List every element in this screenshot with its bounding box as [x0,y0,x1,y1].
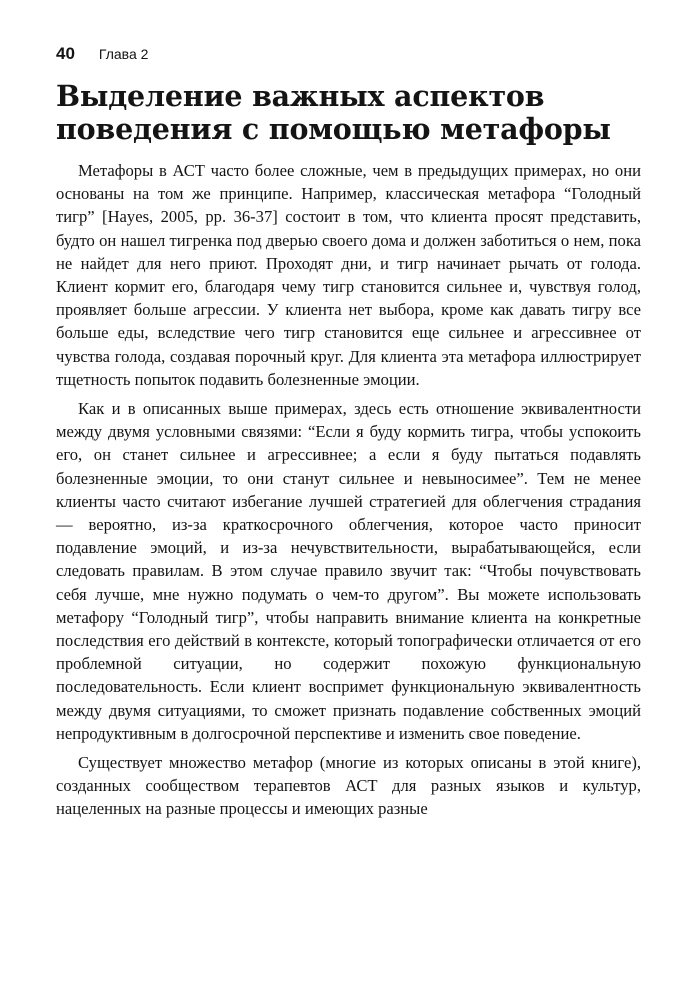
paragraph-2: Как и в описанных выше примерах, здесь есть отношение эквивалентности между двумя условными связями: “Если я буду кормить тигра, чтобы успокоить его, он станет сильнее и агрессивнее; а если я буду пытаться подавлять болезненные эмоции, то они станут сильнее и невыносимее”. Тем не менее клиенты часто считают избегание лучшей стратегией для облегчения страдания — вероятно, из-за краткосрочного облегчения, которое часто приносит подавление эмоций, и из-за нечувствительности, вырабатывающейся, если следовать правилам. В этом случае правило звучит так: “Чтобы почувствовать себя лучше, мне нужно подумать о чем-то другом”. Вы можете использовать метафору “Голодный тигр”, чтобы направить внимание клиента на конкретные последствия его действий в контексте, который топографически отличается от его проблемной ситуации, но содержит похожую функциональную последовательность. Если клиент воспримет функциональную эквивалентность между двумя ситуациями, то сможет признать подавление собственных эмоций непродуктивным в долгосрочной перспективе и изменить свое поведение. [56,399,641,743]
page-number: 40 [56,44,75,63]
paragraph-1: Метафоры в АСТ часто более сложные, чем в предыдущих примерах, но они основаны на том же принципе. Например, классическая метафора “Голодный тигр” [Hayes, 2005, pp. 36-37] состоит в том, что клиента просят представить, будто он нашел тигренка под дверью своего дома и должен заботиться о нем, пока не найдет для него приют. Проходят дни, и тигр начинает рычать от голода. Клиент кормит его, благодаря чему тигр становится сильнее и, чувствуя голод, проявляет больше агрессии. У клиента нет выбора, кроме как давать тигру все больше еды, вследствие чего тигр становится еще сильнее и агрессивнее от чувства голода, создавая порочный круг. Для клиента эта метафора иллюстрирует тщетность попыток подавить болезненные эмоции. [56,161,641,389]
section-title-line-2: поведения с помощью метафоры [56,112,611,146]
running-head [56,44,641,64]
chapter-label: Глава 2 [98,46,149,62]
section-title [56,80,641,146]
section-title-line-1: Выделение важных аспектов [56,79,545,113]
book-page [56,44,641,821]
body-text [56,159,641,821]
paragraph-3: Существует множество метафор (многие из которых описаны в этой книге), созданных сообществом терапевтов АСТ для разных языков и культур, нацеленных на разные процессы и имеющих разные [56,753,641,819]
